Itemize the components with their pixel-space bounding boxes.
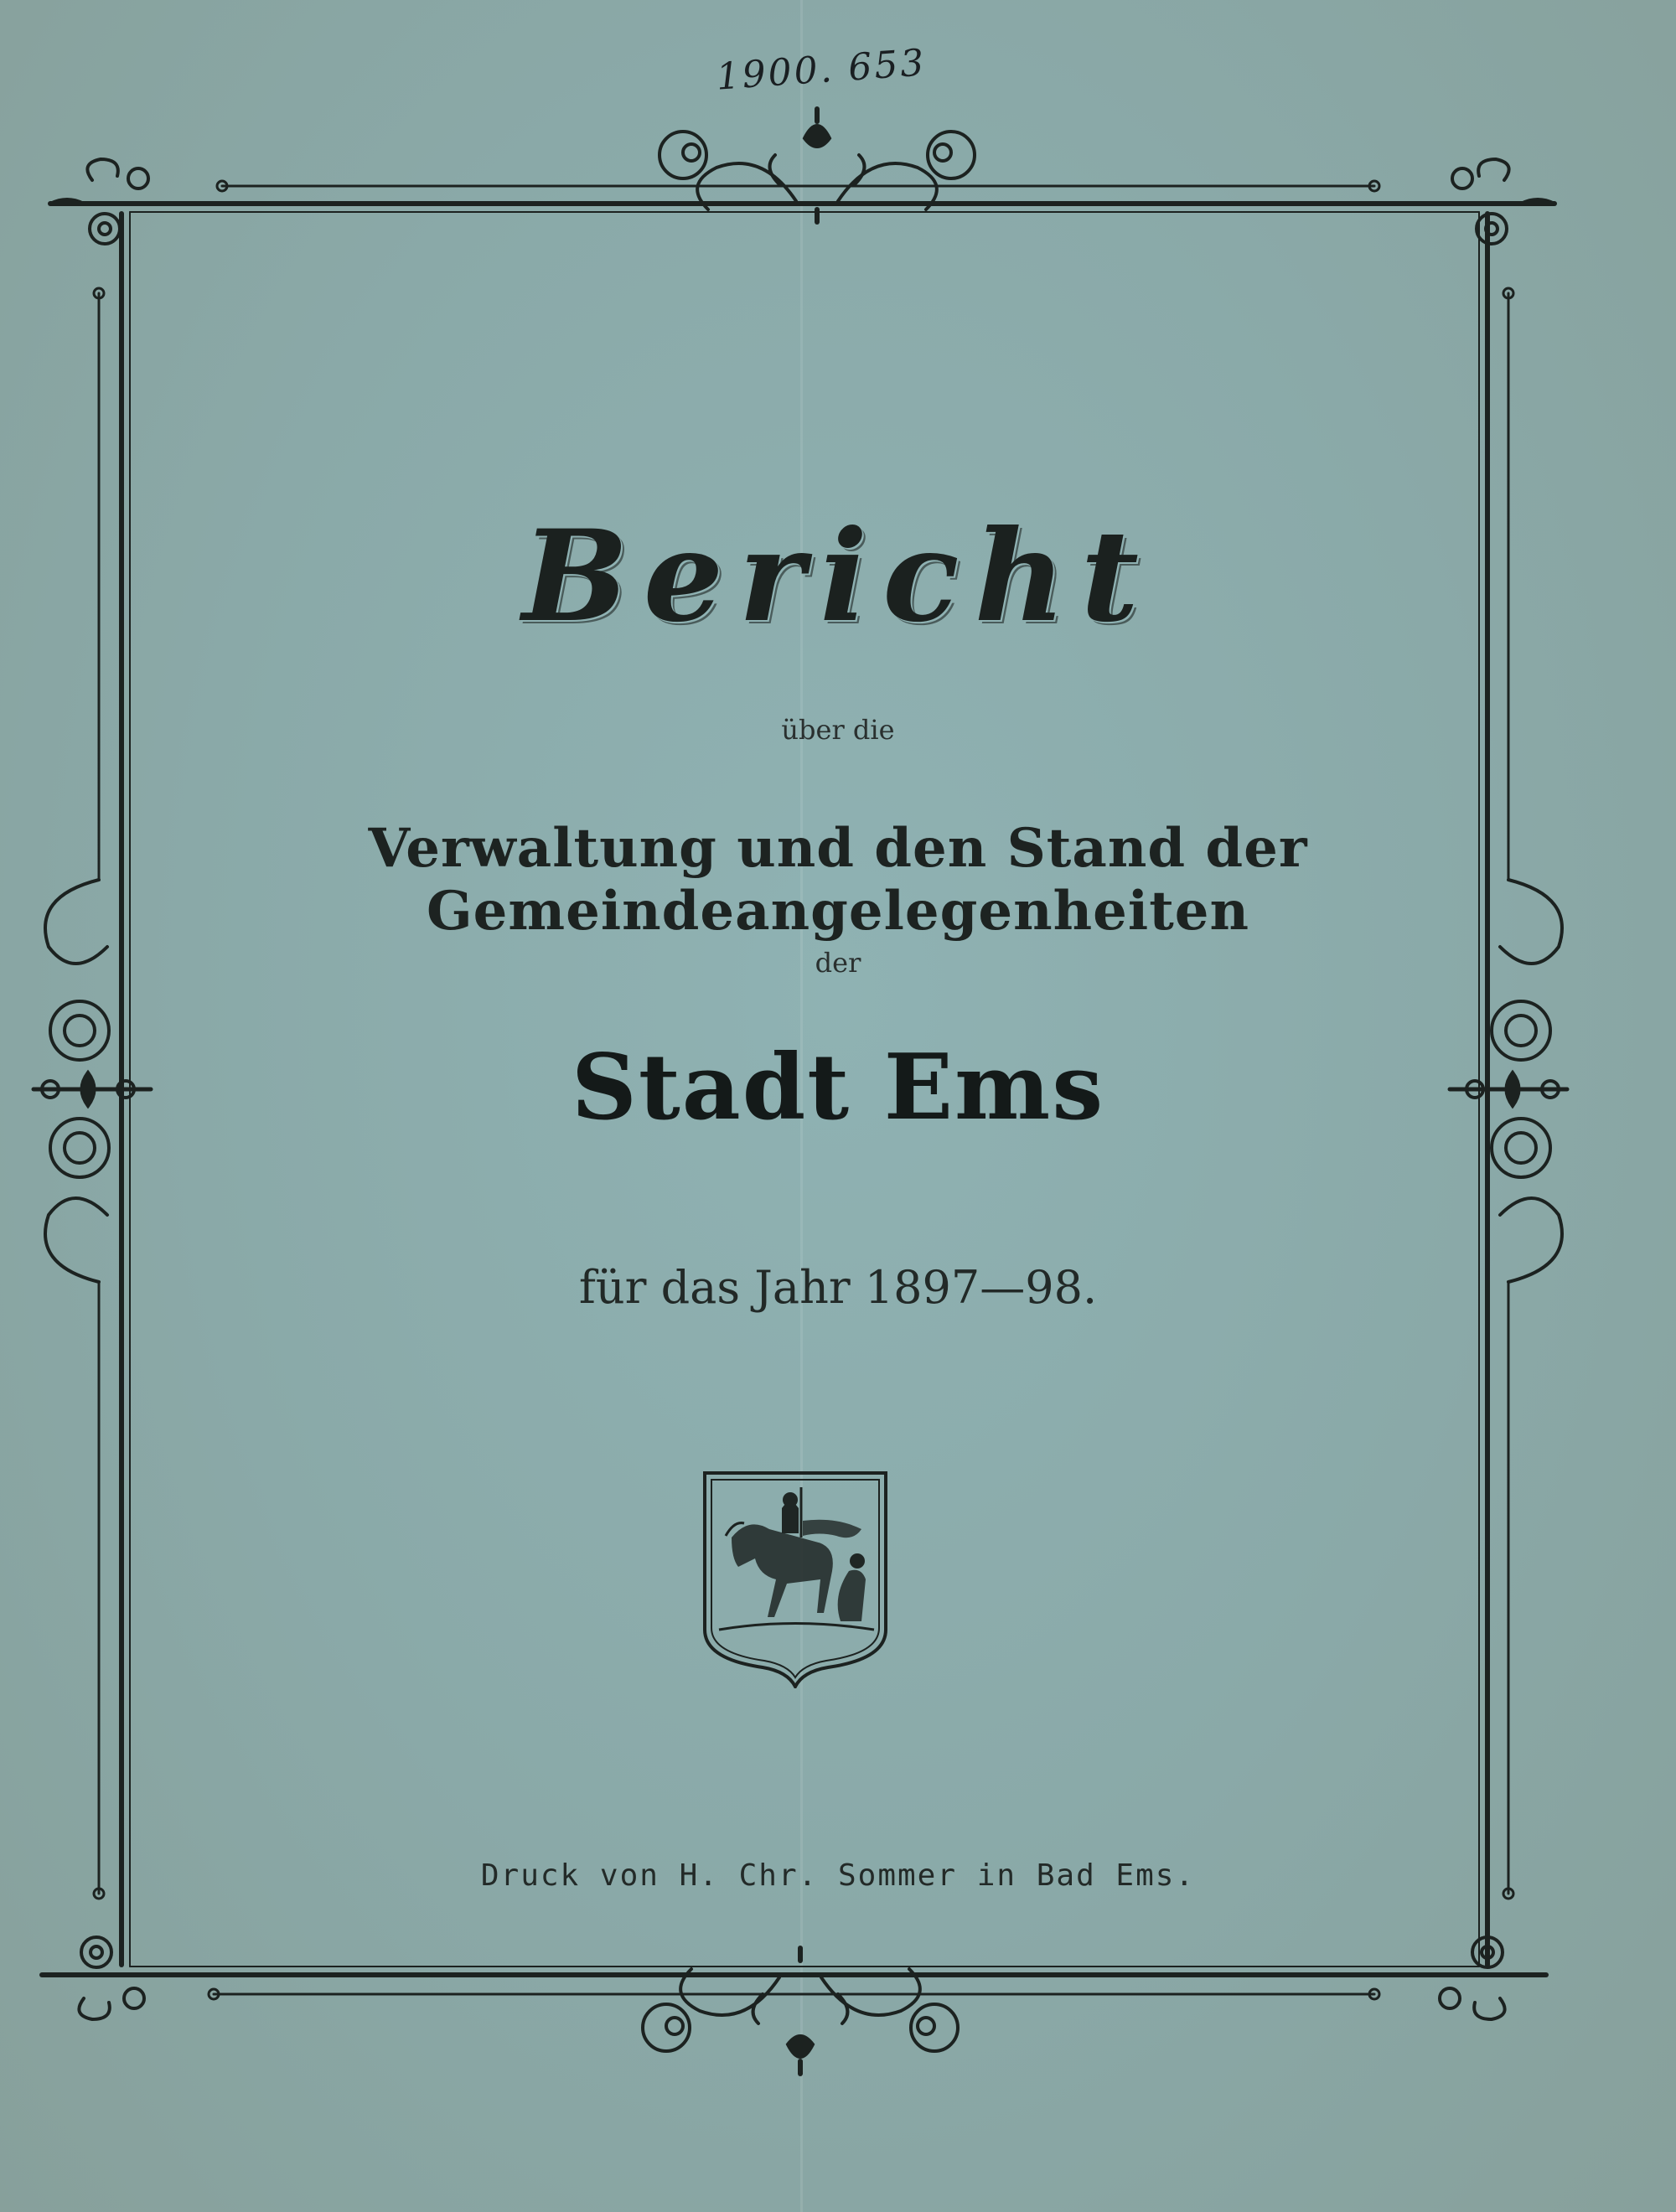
coat-of-arms-icon <box>702 1470 888 1688</box>
corner-ornament-bottom-left <box>79 1937 144 2019</box>
city-name: Stadt Ems <box>571 1035 1105 1140</box>
subtitle-line-1: über die <box>781 714 895 746</box>
subtitle-line-2: Verwaltung und den Stand der Gemeindeangelegenheiten <box>368 817 1308 943</box>
document-title: Bericht <box>522 503 1154 650</box>
printer-line: Druck von H. Chr. Sommer in Bad Ems. <box>480 1858 1196 1893</box>
subtitle-line-3: der <box>815 947 861 979</box>
year-line: für das Jahr 1897—98. <box>578 1261 1098 1314</box>
archive-mark: 1900. 653 <box>715 41 928 99</box>
corner-ornament-bottom-right <box>1440 1937 1505 2019</box>
